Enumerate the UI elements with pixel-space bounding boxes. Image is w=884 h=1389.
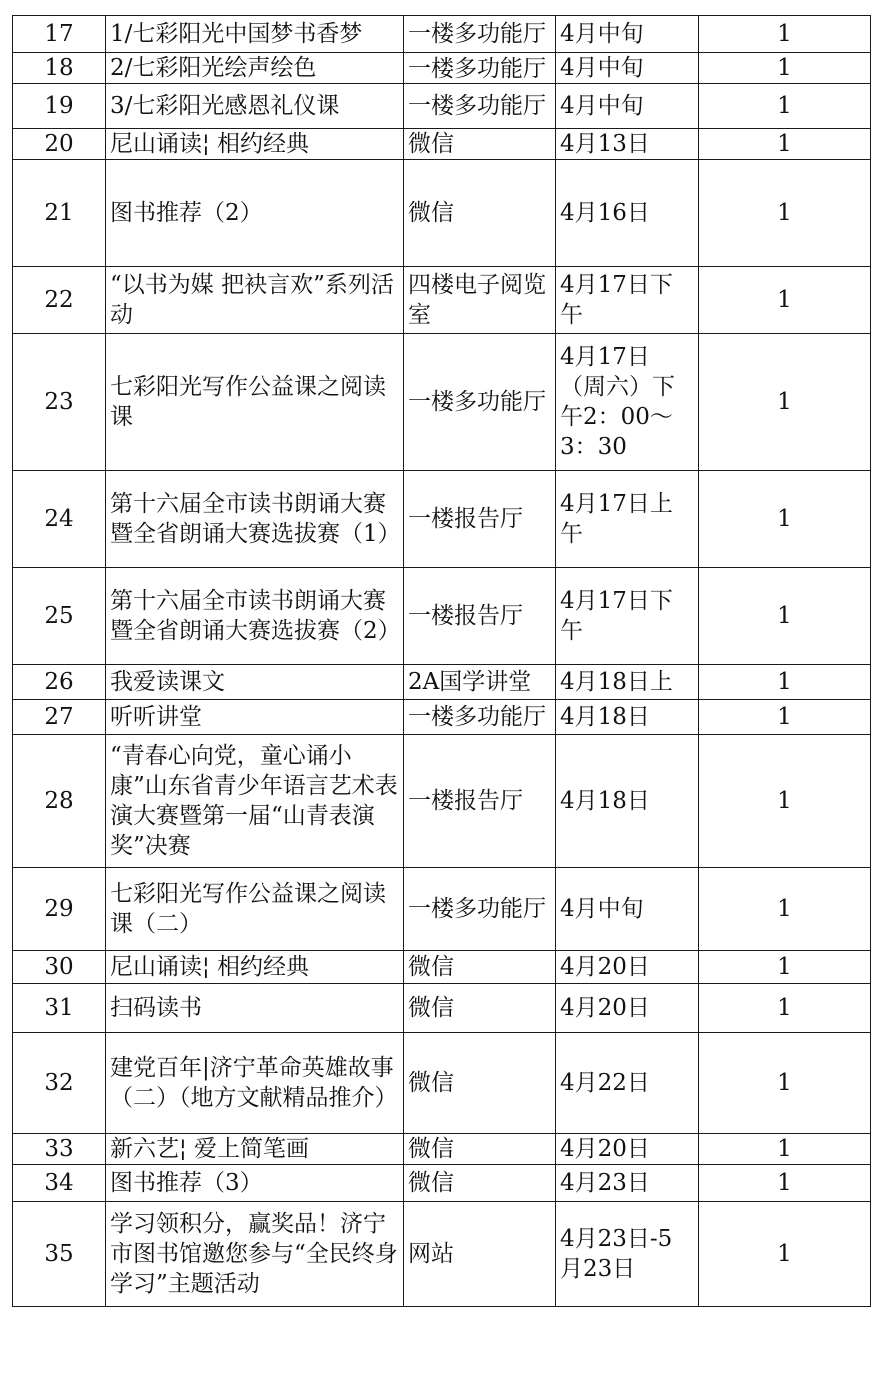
activity-place: 微信: [404, 1165, 556, 1202]
activity-time: 4月17日上午: [556, 471, 699, 568]
table-row: [13, 951, 871, 984]
table-row: [13, 1033, 871, 1134]
activity-place: 微信: [404, 160, 556, 267]
table-row: [13, 16, 871, 53]
activity-count: 1: [699, 568, 871, 665]
table-row: [13, 868, 871, 951]
table-row: [13, 700, 871, 735]
row-number: 19: [13, 84, 106, 129]
row-number: 30: [13, 951, 106, 984]
activity-time: 4月20日: [556, 984, 699, 1033]
activity-count: 1: [699, 1202, 871, 1307]
activity-count: 1: [699, 1165, 871, 1202]
activity-place: [404, 700, 556, 735]
activity-name: “以书为媒 把袂言欢”系列活动: [106, 267, 404, 334]
activity-place: 四楼电子阅览室: [404, 267, 556, 334]
table-row: [13, 568, 871, 665]
row-number: 17: [13, 16, 106, 53]
activity-place: 微信: [404, 1134, 556, 1165]
table-row: [13, 984, 871, 1033]
row-number: 27: [13, 700, 106, 735]
row-number: 26: [13, 665, 106, 700]
row-number: 33: [13, 1134, 106, 1165]
row-number: 22: [13, 267, 106, 334]
table-row: [13, 471, 871, 568]
activity-time: 4月17日下午: [556, 267, 699, 334]
activity-count: 1: [699, 1134, 871, 1165]
activity-count: 1: [699, 267, 871, 334]
activity-name: 七彩阳光写作公益课之阅读课: [106, 334, 404, 471]
activity-time: 4月23日-5月23日: [556, 1202, 699, 1307]
activity-place-text: 一楼多功能厅: [408, 704, 546, 730]
activity-time: 4月中旬: [556, 53, 699, 84]
activity-place: 一楼多功能厅: [404, 84, 556, 129]
table-row: [13, 129, 871, 160]
activity-place-text: 一楼多功能厅: [408, 56, 546, 82]
row-number: 23: [13, 334, 106, 471]
activity-count: 1: [699, 868, 871, 951]
activity-time: 4月20日: [556, 1134, 699, 1165]
activity-time: 4月20日: [556, 951, 699, 984]
activity-name: “青春心向党，童心诵小康”山东省青少年语言艺术表演大赛暨第一届“山青表演奖”决赛: [106, 735, 404, 868]
activity-name: 七彩阳光写作公益课之阅读课（二）: [106, 868, 404, 951]
table-row: [13, 1202, 871, 1307]
activity-time: 4月中旬: [556, 868, 699, 951]
activity-count: 1: [699, 53, 871, 84]
activity-table: [12, 15, 871, 1307]
activity-name: 图书推荐（3）: [106, 1165, 404, 1202]
activity-count: 1: [699, 160, 871, 267]
table-row: [13, 267, 871, 334]
table-row: [13, 1165, 871, 1202]
activity-schedule-sheet: [12, 15, 870, 1307]
activity-name: 第十六届全市读书朗诵大赛暨全省朗诵大赛选拔赛（1）: [106, 471, 404, 568]
row-number: 34: [13, 1165, 106, 1202]
activity-count: 1: [699, 665, 871, 700]
table-row: [13, 160, 871, 267]
activity-place: 微信: [404, 1033, 556, 1134]
activity-time: 4月中旬: [556, 16, 699, 53]
activity-place: [404, 16, 556, 53]
activity-name: 3/七彩阳光感恩礼仪课: [106, 84, 404, 129]
activity-place: 一楼多功能厅: [404, 868, 556, 951]
activity-time: 4月23日: [556, 1165, 699, 1202]
activity-name: 尼山诵读¦ 相约经典: [106, 951, 404, 984]
table-row: [13, 1134, 871, 1165]
row-number: 28: [13, 735, 106, 868]
table-row: [13, 334, 871, 471]
activity-count: 1: [699, 16, 871, 53]
activity-count: 1: [699, 334, 871, 471]
activity-place: 一楼报告厅: [404, 471, 556, 568]
activity-time: 4月18日: [556, 735, 699, 868]
table-row: [13, 53, 871, 84]
table-row: [13, 665, 871, 700]
activity-place: 2A国学讲堂: [404, 665, 556, 700]
activity-count: 1: [699, 700, 871, 735]
row-number: 24: [13, 471, 106, 568]
row-number: 25: [13, 568, 106, 665]
row-number: 18: [13, 53, 106, 84]
activity-place: 一楼报告厅: [404, 735, 556, 868]
row-number: 31: [13, 984, 106, 1033]
activity-time: 4月18日上: [556, 665, 699, 700]
activity-name: 建党百年|济宁革命英雄故事（二）（地方文献精品推介）: [106, 1033, 404, 1134]
activity-name: 扫码读书: [106, 984, 404, 1033]
activity-time: 4月17日下午: [556, 568, 699, 665]
activity-name: 学习领积分，赢奖品！济宁市图书馆邀您参与“全民终身学习”主题活动: [106, 1202, 404, 1307]
activity-name: 新六艺¦ 爱上简笔画: [106, 1134, 404, 1165]
activity-time: 4月中旬: [556, 84, 699, 129]
activity-time: 4月16日: [556, 160, 699, 267]
activity-count: 1: [699, 984, 871, 1033]
activity-name: 第十六届全市读书朗诵大赛暨全省朗诵大赛选拔赛（2）: [106, 568, 404, 665]
activity-name: 2/七彩阳光绘声绘色: [106, 53, 404, 84]
row-number: 32: [13, 1033, 106, 1134]
table-row: [13, 735, 871, 868]
activity-place: 网站: [404, 1202, 556, 1307]
row-number: 29: [13, 868, 106, 951]
activity-count: 1: [699, 735, 871, 868]
activity-name: 尼山诵读¦ 相约经典: [106, 129, 404, 160]
activity-place: 一楼多功能厅: [404, 334, 556, 471]
row-number: 20: [13, 129, 106, 160]
activity-name: 听听讲堂: [106, 700, 404, 735]
row-number: 21: [13, 160, 106, 267]
activity-count: 1: [699, 129, 871, 160]
row-number: 35: [13, 1202, 106, 1307]
activity-name: 我爱读课文: [106, 665, 404, 700]
activity-place: 微信: [404, 129, 556, 160]
activity-place: [404, 53, 556, 84]
activity-place: 一楼报告厅: [404, 568, 556, 665]
activity-count: 1: [699, 951, 871, 984]
activity-name: 图书推荐（2）: [106, 160, 404, 267]
activity-time: 4月17日（周六）下午2：00～3：30: [556, 334, 699, 471]
activity-place-text: 一楼多功能厅: [408, 21, 546, 47]
activity-time: 4月13日: [556, 129, 699, 160]
activity-count: 1: [699, 84, 871, 129]
activity-count: 1: [699, 1033, 871, 1134]
table-row: [13, 84, 871, 129]
activity-time: 4月18日: [556, 700, 699, 735]
activity-name: 1/七彩阳光中国梦书香梦: [106, 16, 404, 53]
activity-place: 微信: [404, 951, 556, 984]
activity-count: 1: [699, 471, 871, 568]
activity-time: 4月22日: [556, 1033, 699, 1134]
activity-place: 微信: [404, 984, 556, 1033]
